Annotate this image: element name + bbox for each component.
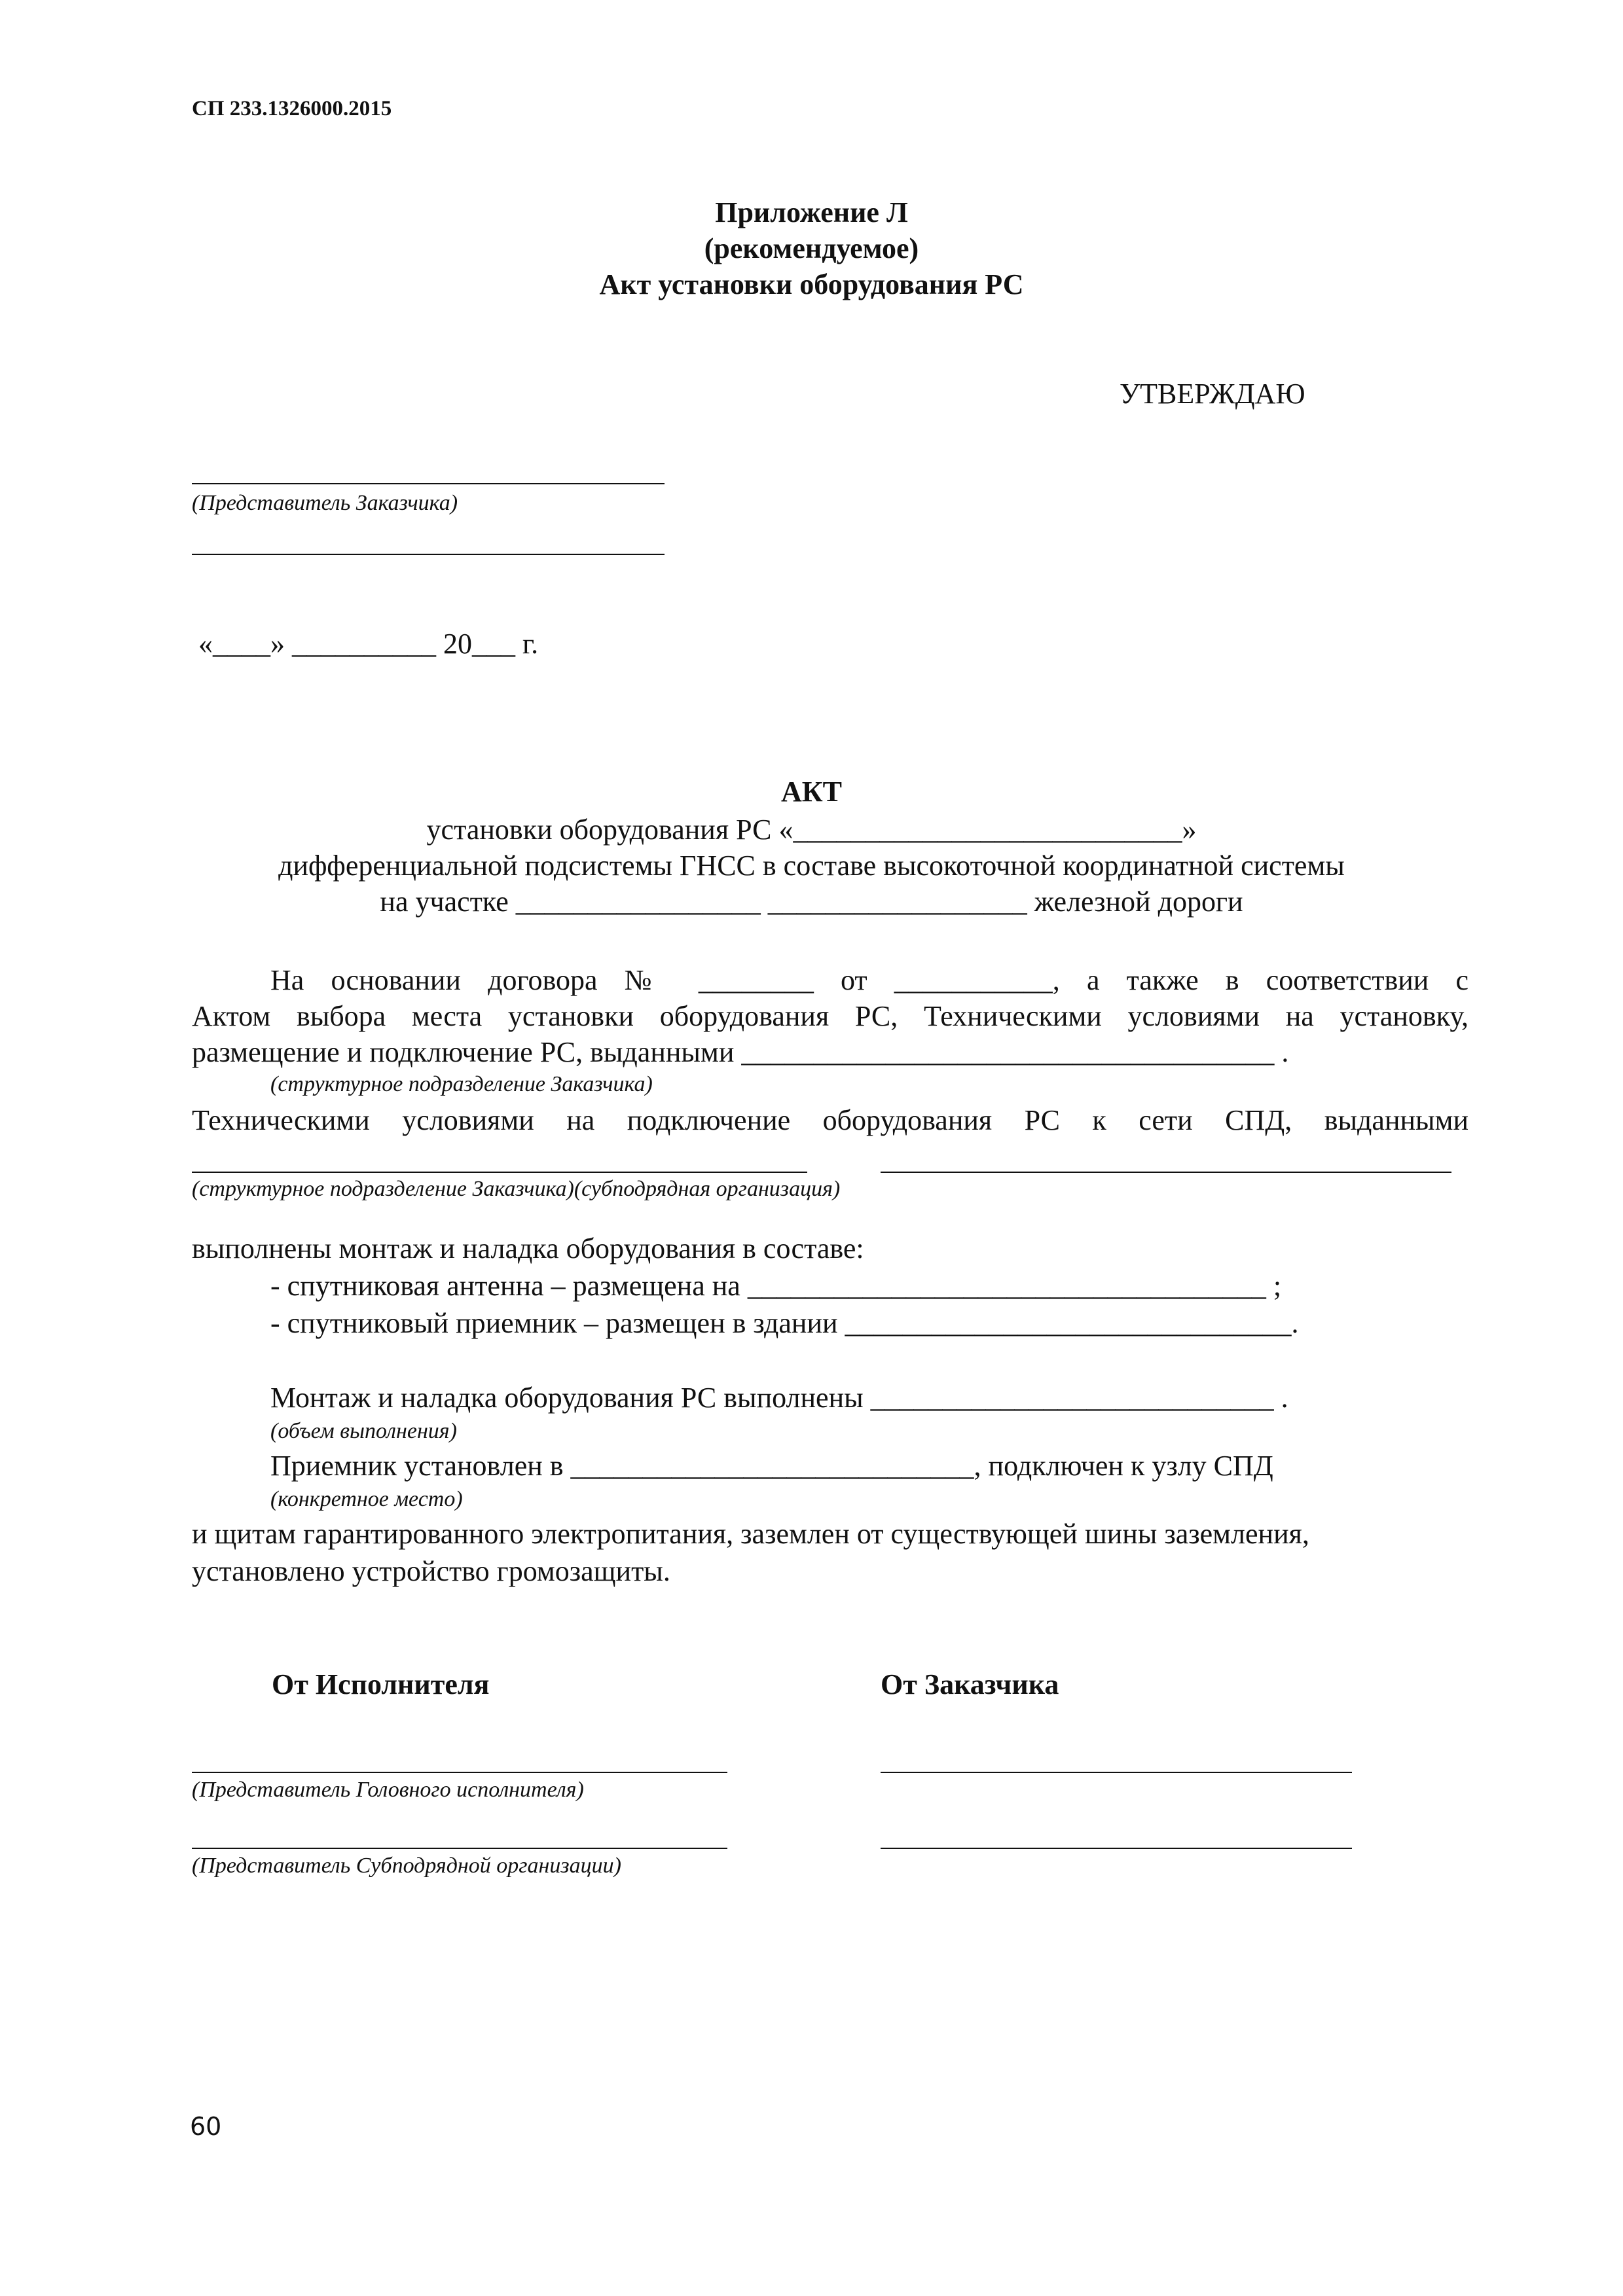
subdivision-fill-line	[192, 1172, 807, 1173]
approval-date-line: «____» __________ 20___ г.	[198, 628, 539, 660]
item-receiver: - спутниковый приемник – размещен в здании _______________________________.	[270, 1307, 1299, 1339]
page-number: 60	[190, 2112, 222, 2141]
caption-subdivision: (структурное подразделение Заказчика)	[270, 1072, 653, 1096]
act-line-1: установки оборудования РС «___________________________»	[426, 814, 1197, 846]
act-title: АКТ	[780, 776, 843, 808]
customer-name-line	[192, 554, 665, 555]
customer-rep-caption: (Представитель Заказчика)	[192, 491, 458, 515]
p2-intro: выполнены монтаж и наладка оборудования в составе:	[192, 1232, 864, 1265]
appendix-kind: (рекомендуемое)	[704, 232, 919, 264]
p5-line-1: и щитам гарантированного электропитания, заземлен от существующей шины заземления,	[192, 1518, 1309, 1550]
main-executor-signature-line	[192, 1772, 727, 1773]
p1-line-4: Техническими условиями на подключение оборудования РС к сети СПД, выданными	[192, 1104, 1468, 1136]
customer-rep-line	[192, 483, 665, 484]
customer-signature-line-2	[881, 1848, 1352, 1849]
from-customer-label: От Заказчика	[881, 1668, 1059, 1700]
act-line-2: дифференциальной подсистемы ГНСС в составе высокоточной координатной системы	[278, 850, 1345, 882]
caption-subdivision-subcontractor: (структурное подразделение Заказчика)(субподрядная организация)	[192, 1177, 841, 1201]
caption-subcontractor: (Представитель Субподрядной организации)	[192, 1854, 621, 1878]
p4-receiver: Приемник установлен в ____________________________, подключен к узлу СПД	[270, 1450, 1273, 1482]
approve-word: УТВЕРЖДАЮ	[1120, 378, 1305, 410]
subcontractor-signature-line	[192, 1848, 727, 1849]
caption-volume: (объем выполнения)	[270, 1419, 457, 1443]
appendix-name: Акт установки оборудования РС	[599, 268, 1024, 300]
caption-main-executor: (Представитель Головного исполнителя)	[192, 1778, 584, 1802]
caption-place: (конкретное место)	[270, 1487, 463, 1511]
subcontractor-fill-line	[881, 1172, 1451, 1173]
item-antenna: - спутниковая антенна – размещена на ____________________________________ ;	[270, 1270, 1282, 1302]
act-line-3: на участке _________________ __________________ железной дороги	[380, 886, 1243, 918]
doc-code: СП 233.1326000.2015	[192, 97, 392, 120]
appendix-title: Приложение Л	[715, 196, 908, 228]
customer-signature-line-1	[881, 1772, 1352, 1773]
p1-line-2: Актом выбора места установки оборудования РС, Техническими условиями на установку,	[192, 1000, 1468, 1032]
p1-line-1: На основании договора № ________ от ___________, а также в соответствии с	[270, 964, 1468, 996]
p5-line-2: установлено устройство громозащиты.	[192, 1555, 670, 1587]
from-executor-label: От Исполнителя	[272, 1668, 490, 1700]
p1-line-3: размещение и подключение РС, выданными _____________________________________ .	[192, 1036, 1289, 1068]
p3-works: Монтаж и наладка оборудования РС выполнены ____________________________ .	[270, 1382, 1288, 1414]
